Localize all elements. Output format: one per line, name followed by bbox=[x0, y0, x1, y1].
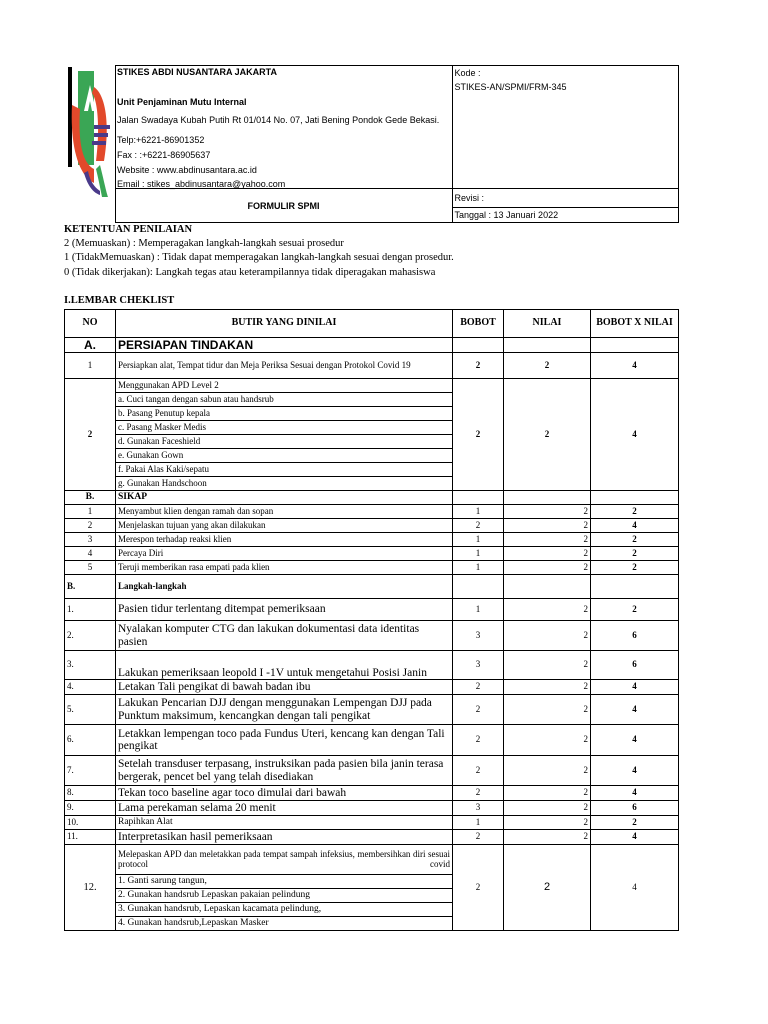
row-bxn: 4 bbox=[591, 725, 679, 756]
row-no: 1 bbox=[65, 353, 116, 379]
logo-cell bbox=[64, 66, 115, 189]
table-row bbox=[65, 786, 679, 801]
row-no: 5. bbox=[65, 695, 116, 725]
row-bxn: 2 bbox=[591, 547, 679, 561]
row-bxn: 4 bbox=[591, 680, 679, 695]
row-bxn: 4 bbox=[591, 830, 679, 845]
section-b-row bbox=[65, 491, 679, 505]
row-no: 7. bbox=[65, 756, 116, 786]
ketentuan-line-1: 2 (Memuaskan) : Memperagakan langkah-langkah sesuai prosedur bbox=[64, 238, 344, 249]
kode-value: STIKES-AN/SPMI/FRM-345 bbox=[454, 82, 567, 92]
checklist-title: I.LEMBAR CHEKLIST bbox=[64, 295, 175, 306]
row-bxn: 2 bbox=[591, 505, 679, 519]
row-text: Percaya Diri bbox=[116, 547, 453, 561]
section-a-row bbox=[65, 338, 679, 353]
row-nilai: 2 bbox=[504, 801, 591, 816]
row-text: Setelah transduser terpasang, instruksikan pada pasien bila janin terasa bergerak, pencet bel yang telah disediakan bbox=[116, 756, 453, 786]
row-subitem: a. Cuci tangan dengan sabun atau handsrub bbox=[116, 393, 453, 407]
section-c-label: Langkah-langkah bbox=[116, 575, 453, 599]
row-text: Merespon terhadap reaksi klien bbox=[116, 533, 453, 547]
row-text: Letakan Tali pengikat di bawah badan ibu bbox=[116, 680, 453, 695]
row-no: 1 bbox=[65, 505, 116, 519]
table-row bbox=[65, 621, 679, 651]
row-subitem: d. Gunakan Faceshield bbox=[116, 435, 453, 449]
row-bxn: 4 bbox=[591, 756, 679, 786]
row-bobot: 1 bbox=[453, 816, 504, 830]
row-nilai: 2 bbox=[504, 695, 591, 725]
header-nilai: NILAI bbox=[504, 310, 591, 338]
row-bxn: 6 bbox=[591, 621, 679, 651]
unit-name: Unit Penjaminan Mutu Internal bbox=[117, 97, 247, 107]
row-bobot: 2 bbox=[453, 379, 504, 491]
email: Email : stikes_abdinusantara@yahoo.com bbox=[117, 179, 286, 189]
row-nilai: 2 bbox=[504, 379, 591, 491]
row-nilai: 2 bbox=[504, 519, 591, 533]
table-row bbox=[65, 725, 679, 756]
row-no: 4 bbox=[65, 547, 116, 561]
table-row bbox=[65, 756, 679, 786]
row-bobot: 2 bbox=[453, 725, 504, 756]
row-nilai: 2 bbox=[504, 651, 591, 680]
table-row bbox=[65, 561, 679, 575]
ketentuan-line-2: 1 (TidakMemuaskan) : Tidak dapat memperagakan langkah-langkah sesuai dengan prosedur. bbox=[64, 252, 454, 263]
table-row bbox=[65, 379, 679, 393]
row-subitem: 2. Gunakan handsrub Lepaskan pakaian pelindung bbox=[116, 889, 453, 903]
table-row bbox=[65, 353, 679, 379]
address: Jalan Swadaya Kubah Putih Rt 01/014 No. 07, Jati Bening Pondok Gede Bekasi. bbox=[117, 115, 440, 125]
row-bobot: 3 bbox=[453, 801, 504, 816]
row-bxn: 4 bbox=[591, 845, 679, 931]
row-bobot: 3 bbox=[453, 621, 504, 651]
row-no: 2 bbox=[65, 519, 116, 533]
row-bobot: 1 bbox=[453, 561, 504, 575]
row-no: 9. bbox=[65, 801, 116, 816]
row-text: Lakukan Pencarian DJJ dengan menggunakan Lempengan DJJ pada Punktum maksimum, kencangkan dengan tali pengikat bbox=[116, 695, 453, 725]
table-row bbox=[65, 830, 679, 845]
row-bxn: 2 bbox=[591, 561, 679, 575]
row-bobot: 2 bbox=[453, 519, 504, 533]
row-bxn: 2 bbox=[591, 816, 679, 830]
row-no: 8. bbox=[65, 786, 116, 801]
row-bxn: 4 bbox=[591, 519, 679, 533]
row-no: 6. bbox=[65, 725, 116, 756]
row-nilai: 2 bbox=[504, 680, 591, 695]
row-nilai: 2 bbox=[504, 786, 591, 801]
row-no: 11. bbox=[65, 830, 116, 845]
table-row bbox=[65, 519, 679, 533]
row-bxn: 4 bbox=[591, 353, 679, 379]
row-subitem: e. Gunakan Gown bbox=[116, 449, 453, 463]
table-row bbox=[65, 505, 679, 519]
row-text: Persiapkan alat, Tempat tidur dan Meja Periksa Sesuai dengan Protokol Covid 19 bbox=[116, 353, 453, 379]
row-nilai: 2 bbox=[504, 845, 591, 931]
row-nilai: 2 bbox=[504, 756, 591, 786]
row-bobot: 2 bbox=[453, 830, 504, 845]
ketentuan-title: KETENTUAN PENILAIAN bbox=[64, 224, 193, 235]
row-nilai: 2 bbox=[504, 353, 591, 379]
row-text: Menjelaskan tujuan yang akan dilakukan bbox=[116, 519, 453, 533]
row-text: Teruji memberikan rasa empati pada klien bbox=[116, 561, 453, 575]
row-bxn: 2 bbox=[591, 599, 679, 621]
row-bobot: 2 bbox=[453, 353, 504, 379]
table-row bbox=[65, 599, 679, 621]
row-text: Melepaskan APD dan meletakkan pada tempat sampah infeksius, membersihkan diri sesuai protocol covid bbox=[116, 845, 453, 875]
table-row bbox=[65, 695, 679, 725]
row-nilai: 2 bbox=[504, 725, 591, 756]
row-text: Rapihkan Alat bbox=[116, 816, 453, 830]
header-bobot: BOBOT bbox=[453, 310, 504, 338]
table-header-row bbox=[65, 310, 679, 338]
row-no: 3 bbox=[65, 533, 116, 547]
row-bobot: 2 bbox=[453, 756, 504, 786]
row-bobot: 1 bbox=[453, 547, 504, 561]
row-no: 12. bbox=[65, 845, 116, 931]
row-subitem: c. Pasang Masker Medis bbox=[116, 421, 453, 435]
section-c-no: B. bbox=[65, 575, 116, 599]
telp: Telp:+6221-86901352 bbox=[117, 135, 205, 145]
kode-label: Kode : bbox=[454, 68, 481, 78]
section-a-no: A. bbox=[65, 338, 116, 353]
row-no: 2 bbox=[65, 379, 116, 491]
website: Website : www.abdinusantara.ac.id bbox=[117, 165, 257, 175]
row-bobot: 2 bbox=[453, 845, 504, 931]
row-bobot: 1 bbox=[453, 533, 504, 547]
tanggal-cell bbox=[452, 208, 678, 223]
row-nilai: 2 bbox=[504, 621, 591, 651]
row-text: Menyambut klien dengan ramah dan sopan bbox=[116, 505, 453, 519]
row-bobot: 1 bbox=[453, 505, 504, 519]
table-row bbox=[65, 533, 679, 547]
row-bxn: 6 bbox=[591, 801, 679, 816]
table-row bbox=[65, 547, 679, 561]
row-text: Nyalakan komputer CTG dan lakukan dokumentasi data identitas pasien bbox=[116, 621, 453, 651]
row-subitem: f. Pakai Alas Kaki/sepatu bbox=[116, 463, 453, 477]
row-bxn: 4 bbox=[591, 379, 679, 491]
row-nilai: 2 bbox=[504, 547, 591, 561]
row-no: 1. bbox=[65, 599, 116, 621]
kode-cell bbox=[452, 66, 678, 189]
section-b-no: B. bbox=[65, 491, 116, 505]
row-bobot: 2 bbox=[453, 695, 504, 725]
checklist-table bbox=[64, 309, 679, 931]
row-no: 4. bbox=[65, 680, 116, 695]
row-subitem: b. Pasang Penutup kepala bbox=[116, 407, 453, 421]
section-a-label: PERSIAPAN TINDAKAN bbox=[116, 338, 453, 353]
row-subitem: 3. Gunakan handsrub, Lepaskan kacamata pelindung, bbox=[116, 903, 453, 917]
row-bxn: 4 bbox=[591, 695, 679, 725]
tanggal-label: Tanggal : 13 Januari 2022 bbox=[454, 210, 559, 220]
row-nilai: 2 bbox=[504, 505, 591, 519]
row-subitem: 1. Ganti sarung tangun, bbox=[116, 875, 453, 889]
section-c-row bbox=[65, 575, 679, 599]
row-subitem: 4. Gunakan handsrub,Lepaskan Masker bbox=[116, 917, 453, 931]
table-row bbox=[65, 801, 679, 816]
header-no: NO bbox=[65, 310, 116, 338]
table-row bbox=[65, 651, 679, 680]
row-no: 2. bbox=[65, 621, 116, 651]
row-bxn: 2 bbox=[591, 533, 679, 547]
row-bobot: 2 bbox=[453, 680, 504, 695]
revisi-cell bbox=[452, 189, 678, 208]
row-text: Interpretasikan hasil pemeriksaan bbox=[116, 830, 453, 845]
row-nilai: 2 bbox=[504, 816, 591, 830]
row-text: Letakkan lempengan toco pada Fundus Uteri, kencang kan dengan Tali pengikat bbox=[116, 725, 453, 756]
row-subitem: g. Gunakan Handschoon bbox=[116, 477, 453, 491]
row-nilai: 2 bbox=[504, 533, 591, 547]
row-bxn: 4 bbox=[591, 786, 679, 801]
table-row bbox=[65, 680, 679, 695]
row-no: 10. bbox=[65, 816, 116, 830]
row-text: Menggunakan APD Level 2 bbox=[116, 379, 453, 393]
form-title-cell bbox=[115, 189, 452, 223]
table-row bbox=[65, 845, 679, 875]
row-text: Lama perekaman selama 20 menit bbox=[116, 801, 453, 816]
row-nilai: 2 bbox=[504, 830, 591, 845]
row-bobot: 2 bbox=[453, 786, 504, 801]
row-text: Tekan toco baseline agar toco dimulai dari bawah bbox=[116, 786, 453, 801]
form-title: FORMULIR SPMI bbox=[247, 200, 320, 211]
fax: Fax : :+6221-86905637 bbox=[117, 150, 211, 160]
revisi-label: Revisi : bbox=[454, 193, 485, 203]
row-text: Pasien tidur terlentang ditempat pemeriksaan bbox=[116, 599, 453, 621]
table-row bbox=[65, 816, 679, 830]
row-no: 3. bbox=[65, 651, 116, 680]
institution-name: STIKES ABDI NUSANTARA JAKARTA bbox=[117, 67, 278, 77]
row-nilai: 2 bbox=[504, 599, 591, 621]
header-butir: BUTIR YANG DINILAI bbox=[116, 310, 453, 338]
row-bobot: 1 bbox=[453, 599, 504, 621]
row-text: Lakukan pemeriksaan leopold I -1V untuk mengetahui Posisi Janin bbox=[116, 651, 453, 680]
section-b-label: SIKAP bbox=[116, 491, 453, 505]
header-bobot-x-nilai: BOBOT X NILAI bbox=[591, 310, 679, 338]
row-bxn: 6 bbox=[591, 651, 679, 680]
row-bobot: 3 bbox=[453, 651, 504, 680]
row-nilai: 2 bbox=[504, 561, 591, 575]
row-no: 5 bbox=[65, 561, 116, 575]
ketentuan-line-3: 0 (Tidak dikerjakan): Langkah tegas atau keterampilannya tidak diperagakan mahasiswa bbox=[64, 267, 436, 278]
